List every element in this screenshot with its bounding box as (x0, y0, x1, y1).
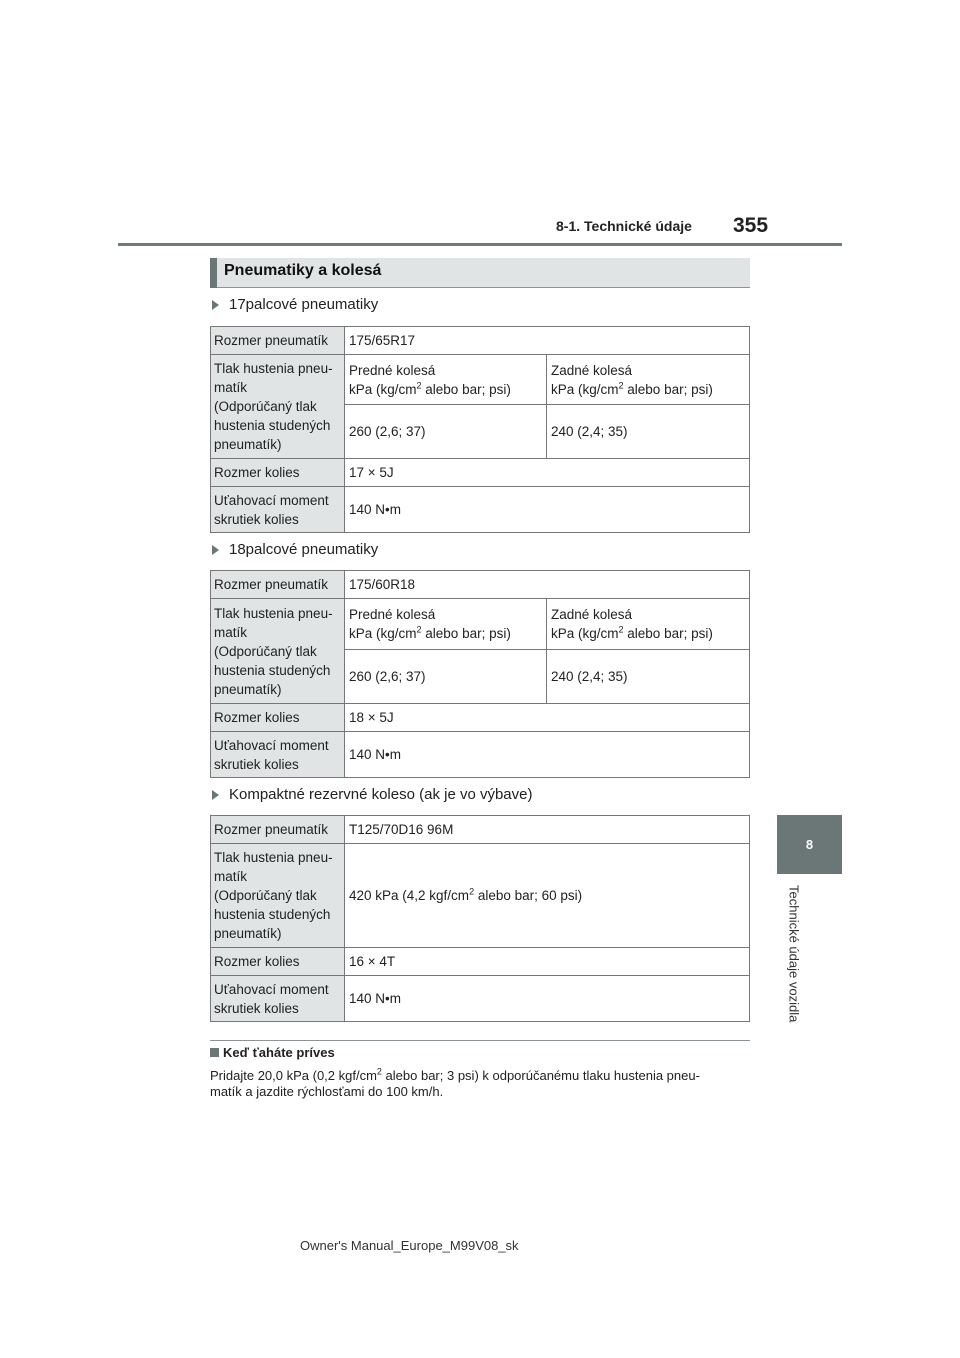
size-label: Rozmer pneumatík (211, 571, 345, 599)
wheel-size-value: 17 × 5J (345, 459, 750, 487)
table-row (211, 571, 750, 599)
rear-pressure-value: 240 (2,4; 35) (547, 405, 750, 459)
rear-wheels-header: Zadné kolesá kPa ($kg/cm^2$ alebo bar; psi) (547, 599, 750, 650)
subheading-spare-wheel (212, 786, 532, 803)
table-row (211, 948, 750, 976)
torque-label: Uťahovací moment skrutiek kolies (211, 976, 345, 1022)
size-label: Rozmer pneumatík (211, 327, 345, 355)
table-row (211, 844, 750, 948)
rear-pressure-value: 240 (2,4; 35) (547, 650, 750, 704)
table-row (211, 355, 750, 405)
table-row (211, 976, 750, 1022)
note-heading-text: Keď ťaháte príves (223, 1045, 335, 1060)
wheel-size-value: 16 × 4T (345, 948, 750, 976)
subheading-17inch (212, 296, 378, 313)
triangle-bullet-icon (212, 300, 219, 310)
footer-text: Owner's Manual_Europe_M99V08_sk (300, 1238, 519, 1253)
chapter-name: Technické údaje vozidla (786, 885, 802, 1023)
note-divider (210, 1040, 750, 1041)
subheading-text: 18palcové pneumatiky (229, 541, 379, 558)
tire-size-value: T125/70D16 96M (345, 816, 750, 844)
table-row (211, 599, 750, 650)
table-row (211, 704, 750, 732)
triangle-bullet-icon (212, 545, 219, 555)
header-divider (118, 243, 842, 246)
pressure-label: Tlak hustenia pneu- matík (Odporúčaný tlak hustenia studených pneumatík) (211, 844, 345, 948)
wheel-size-label: Rozmer kolies (211, 948, 345, 976)
front-pressure-value: 260 (2,6; 37) (345, 405, 547, 459)
table-row (211, 487, 750, 533)
square-bullet-icon (210, 1048, 219, 1057)
table-row (211, 816, 750, 844)
torque-value: 140 N•m (345, 487, 750, 533)
pressure-label: Tlak hustenia pneu- matík (Odporúčaný tlak hustenia studených pneumatík) (211, 355, 345, 459)
wheel-size-value: 18 × 5J (345, 704, 750, 732)
triangle-bullet-icon (212, 790, 219, 800)
front-wheels-header: Predné kolesá kPa ($kg/cm^2$ alebo bar; psi) (345, 599, 547, 650)
page-number: 355 (733, 214, 769, 237)
chapter-tab[interactable] (777, 815, 842, 874)
subheading-text: 17palcové pneumatiky (229, 296, 379, 313)
section-heading (210, 258, 750, 288)
torque-label: Uťahovací moment skrutiek kolies (211, 732, 345, 778)
rear-wheels-header: Zadné kolesá kPa ($kg/cm^2$ alebo bar; psi) (547, 355, 750, 405)
tire-table-17inch (210, 326, 750, 533)
subheading-18inch (212, 541, 378, 558)
section-heading-bar (210, 258, 217, 288)
tire-table-18inch (210, 570, 750, 778)
front-wheels-header: Predné kolesá kPa ($kg/cm^2$ alebo bar; psi) (345, 355, 547, 405)
subheading-text: Kompaktné rezervné koleso (ak je vo výbave) (229, 786, 533, 803)
torque-label: Uťahovací moment skrutiek kolies (211, 487, 345, 533)
front-pressure-value: 260 (2,6; 37) (345, 650, 547, 704)
wheel-size-label: Rozmer kolies (211, 704, 345, 732)
tire-size-value: 175/65R17 (345, 327, 750, 355)
table-row (211, 459, 750, 487)
section-title-header: 8-1. Technické údaje (556, 218, 692, 234)
tire-table-spare (210, 815, 750, 1022)
note-heading (210, 1045, 335, 1060)
section-heading-text: Pneumatiky a kolesá (224, 262, 382, 279)
torque-value: 140 N•m (345, 732, 750, 778)
pressure-label: Tlak hustenia pneu- matík (Odporúčaný tlak hustenia studených pneumatík) (211, 599, 345, 704)
table-row (211, 327, 750, 355)
torque-value: 140 N•m (345, 976, 750, 1022)
size-label: Rozmer pneumatík (211, 816, 345, 844)
tire-size-value: 175/60R18 (345, 571, 750, 599)
table-row (211, 732, 750, 778)
spare-pressure-value: 420 kPa (4,2 kgf/$cm^2$ alebo bar; 60 psi) (345, 844, 750, 948)
chapter-number: 8 (805, 837, 814, 852)
chapter-side-label (754, 885, 834, 1045)
wheel-size-label: Rozmer kolies (211, 459, 345, 487)
note-body: Pridajte 20,0 kPa (0,2 kgf/$cm^2$ alebo bar; 3 psi) k odporúčanému tlaku hustenia pneu- matík a jazdite rýchlosťami do 100 km/h. (210, 1066, 700, 1099)
